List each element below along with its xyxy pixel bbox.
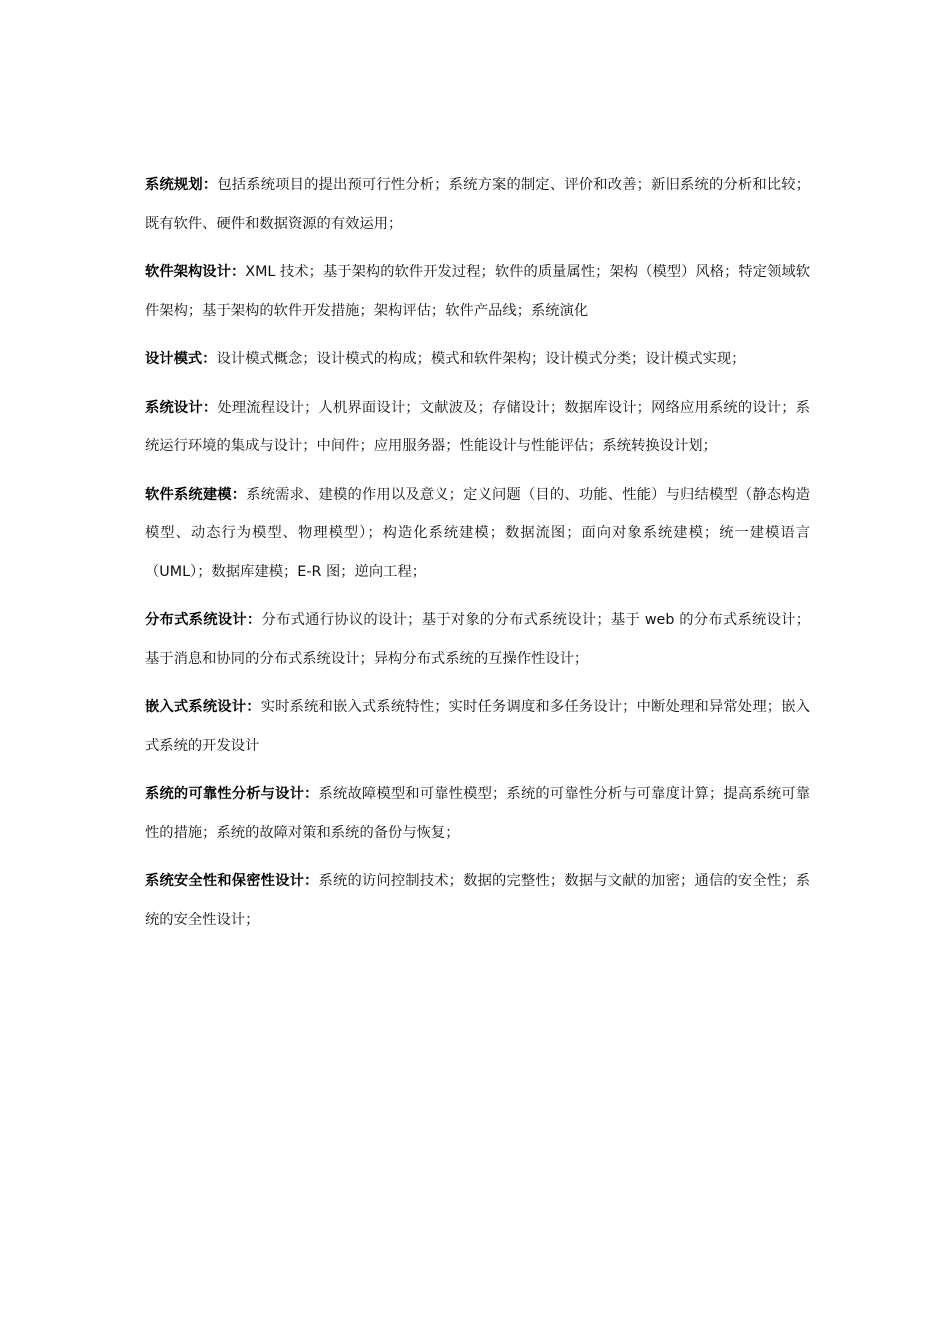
section-reliability-design — [145, 775, 810, 852]
section-body: 包括系统项目的提出预可行性分析；系统方案的制定、评价和改善；新旧系统的分析和比较；既有软件、硬件和数据资源的有效运用； — [145, 177, 811, 232]
section-body: 系统需求、建模的作用以及意义；定义问题（目的、功能、性能）与归结模型（静态构造模型、动态行为模型、物理模型）；构造化系统建模；数据流图；面向对象系统建模；统一建模语言（UML）；数据库建模；E-R 图；逆向工程； — [145, 486, 811, 580]
section-system-design — [145, 389, 810, 466]
section-body: 系统故障模型和可靠性模型；系统的可靠性分析与可靠度计算；提高系统可靠性的措施；系统的故障对策和系统的备份与恢复； — [145, 786, 811, 841]
section-term: 嵌入式系统设计： — [145, 699, 261, 715]
section-security-design — [145, 862, 810, 939]
section-software-architecture — [145, 253, 810, 330]
section-body: 设计模式概念；设计模式的构成；模式和软件架构；设计模式分类；设计模式实现； — [216, 351, 746, 367]
document-body — [145, 166, 810, 949]
section-distributed-design — [145, 601, 810, 678]
section-term: 设计模式： — [145, 351, 217, 367]
section-term: 系统的可靠性分析与设计： — [145, 786, 319, 802]
section-body: 实时系统和嵌入式系统特性；实时任务调度和多任务设计；中断处理和异常处理；嵌入式系统的开发设计 — [145, 699, 811, 754]
section-embedded-design — [145, 688, 810, 765]
section-body: 处理流程设计；人机界面设计；文献波及；存储设计；数据库设计；网络应用系统的设计；系统运行环境的集成与设计；中间件；应用服务器；性能设计与性能评估；系统转换设计划； — [145, 399, 811, 454]
section-term: 系统设计： — [145, 399, 218, 416]
section-body: XML 技术；基于架构的软件开发过程；软件的质量属性；架构（模型）风格；特定领域软件架构；基于架构的软件开发措施；架构评估；软件产品线；系统演化 — [145, 264, 811, 319]
section-term: 分布式系统设计： — [145, 612, 262, 628]
section-term: 系统安全性和保密性设计： — [145, 873, 319, 889]
section-design-patterns — [145, 340, 810, 379]
section-body: 分布式通行协议的设计；基于对象的分布式系统设计；基于 web 的分布式系统设计；基于消息和协同的分布式系统设计；异构分布式系统的互操作性设计； — [145, 612, 810, 667]
section-body: 系统的访问控制技术；数据的完整性；数据与文献的加密；通信的安全性；系统的安全性设计； — [145, 873, 811, 928]
section-system-planning — [145, 166, 810, 243]
section-term: 软件架构设计： — [145, 264, 246, 280]
section-term: 软件系统建模： — [145, 486, 247, 503]
section-software-modeling — [145, 476, 810, 592]
section-term: 系统规划： — [145, 177, 218, 193]
